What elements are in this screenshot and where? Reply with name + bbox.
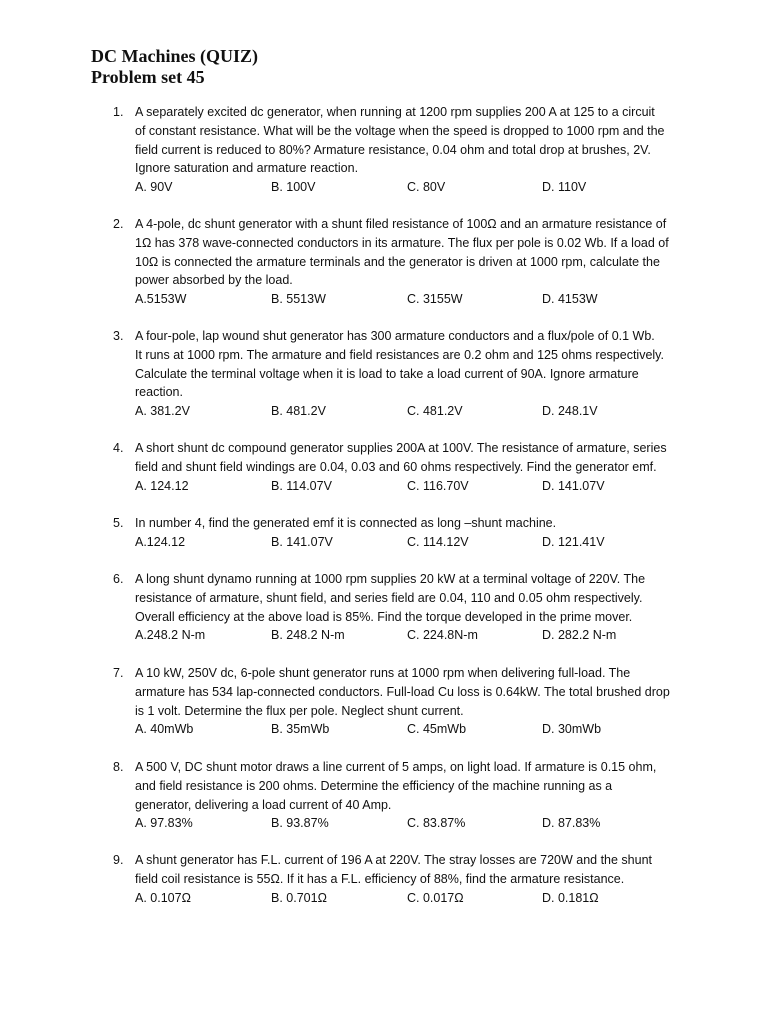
question-number: 9. xyxy=(113,853,124,867)
answer-option-b: B. 114.07V xyxy=(271,478,332,493)
answer-options xyxy=(0,477,768,496)
question-text-line: In number 4, find the generated emf it is connected as long –shunt machine. xyxy=(135,516,557,530)
question-text-line: Calculate the terminal voltage when it is load to take a load current of 90A. Ignore armature xyxy=(135,366,639,381)
answer-option-b: B. 0.701Ω xyxy=(271,890,327,905)
question-number: 8. xyxy=(113,760,124,774)
question-text-line: armature has 534 lap-connected conductors. Full-load Cu loss is 0.64kW. The total brushed drop xyxy=(135,684,670,699)
answer-options xyxy=(0,290,768,309)
question-text-line: field coil resistance is 55Ω. If it has a F.L. efficiency of 88%, find the armature resistance. xyxy=(135,871,625,886)
question-number: 5. xyxy=(113,516,124,530)
question-text-line: A long shunt dynamo running at 1000 rpm supplies 20 kW at a terminal voltage of 220V. The xyxy=(135,572,646,586)
answer-option-c: C. 116.70V xyxy=(407,478,469,493)
answer-options xyxy=(0,626,768,645)
question-number: 1. xyxy=(113,105,124,119)
question-text-line: A 4-pole, dc shunt generator with a shunt filed resistance of 100Ω and an armature resistance of xyxy=(135,217,667,231)
answer-option-a: A. 124.12 xyxy=(135,478,189,493)
answer-option-d: D. 282.2 N-m xyxy=(542,628,617,643)
answer-option-b: B. 248.2 N-m xyxy=(271,628,345,643)
answer-option-c: C. 45mWb xyxy=(407,722,467,737)
answer-option-d: D. 0.181Ω xyxy=(542,890,599,905)
question-text xyxy=(135,103,680,178)
answer-option-b: B. 93.87% xyxy=(271,816,329,831)
question-text-line: is 1 volt. Determine the flux per pole. Neglect shunt current. xyxy=(135,703,464,718)
page-title: DC Machines (QUIZ) xyxy=(91,46,258,66)
answer-option-c: C. 481.2V xyxy=(407,404,463,419)
question-number: 4. xyxy=(113,441,124,455)
answer-option-b: B. 100V xyxy=(271,180,316,195)
question-text xyxy=(135,327,680,402)
answer-option-a: A.248.2 N-m xyxy=(135,628,206,643)
question-number: 6. xyxy=(113,572,124,586)
answer-options xyxy=(0,402,768,421)
question-text-line: field current is reduced to 80%? Armature resistance, 0.04 ohm and total drop at brushes, 2V. xyxy=(135,142,651,157)
question-text-line: of constant resistance. What will be the voltage when the speed is dropped to 1000 rpm and the xyxy=(135,123,665,138)
question-text xyxy=(135,215,680,290)
question-text-line: generator, delivering a load current of 40 Amp. xyxy=(135,797,392,812)
question-text-line: Ignore saturation and armature reaction. xyxy=(135,161,359,176)
question-text xyxy=(135,570,680,626)
question-text-line: reaction. xyxy=(135,385,183,400)
answer-option-b: B. 481.2V xyxy=(271,404,326,419)
answer-options xyxy=(0,814,768,833)
question-text-line: field and shunt field windings are 0.04, 0.03 and 60 ohms respectively. Find the generator emf. xyxy=(135,459,657,474)
answer-option-c: C. 0.017Ω xyxy=(407,890,464,905)
question-text-line: Overall efficiency at the above load is 85%. Find the torque developed in the prime mover. xyxy=(135,609,633,624)
answer-option-d: D. 141.07V xyxy=(542,478,605,493)
answer-option-a: A.5153W xyxy=(135,292,187,307)
answer-options xyxy=(0,178,768,197)
answer-option-b: B. 35mWb xyxy=(271,722,330,737)
question-text-line: power absorbed by the load. xyxy=(135,273,293,288)
question-text xyxy=(135,851,680,889)
answer-options xyxy=(0,889,768,908)
answer-option-a: A. 381.2V xyxy=(135,404,190,419)
question-text xyxy=(135,664,680,720)
question-text-line: A four-pole, lap wound shut generator has 300 armature conductors and a flux/pole of 0.1 Wb. xyxy=(135,329,655,343)
question-text-line: 1Ω has 378 wave-connected conductors in its armature. The flux per pole is 0.02 Wb. If a load of xyxy=(135,235,669,250)
answer-option-d: D. 248.1V xyxy=(542,404,598,419)
answer-option-c: C. 224.8N-m xyxy=(407,628,478,643)
question-text xyxy=(135,514,680,533)
question-text xyxy=(135,439,680,477)
question-number: 3. xyxy=(113,329,124,343)
answer-option-b: B. 141.07V xyxy=(271,534,333,549)
answer-option-c: C. 83.87% xyxy=(407,816,466,831)
answer-option-d: D. 30mWb xyxy=(542,722,602,737)
answer-options xyxy=(0,720,768,739)
answer-option-d: D. 87.83% xyxy=(542,816,601,831)
question-number: 7. xyxy=(113,666,124,680)
answer-option-a: A. 90V xyxy=(135,180,173,195)
answer-option-c: C. 3155W xyxy=(407,292,463,307)
question-text-line: A short shunt dc compound generator supplies 200A at 100V. The resistance of armature, series xyxy=(135,441,667,455)
question-text-line: resistance of armature, shunt field, and series field are 0.04, 110 and 0.05 ohm respectively. xyxy=(135,590,643,605)
answer-option-c: C. 114.12V xyxy=(407,534,469,549)
answer-option-b: B. 5513W xyxy=(271,292,326,307)
answer-option-a: A. 97.83% xyxy=(135,816,193,831)
question-text-line: A 10 kW, 250V dc, 6-pole shunt generator runs at 1000 rpm when delivering full-load. The xyxy=(135,666,631,680)
question-text-line: and field resistance is 200 ohms. Determine the efficiency of the machine running as a xyxy=(135,778,613,793)
question-text-line: It runs at 1000 rpm. The armature and field resistances are 0.2 ohm and 125 ohms respectively. xyxy=(135,347,664,362)
answer-option-d: D. 121.41V xyxy=(542,534,605,549)
question-text-line: A shunt generator has F.L. current of 196 A at 220V. The stray losses are 720W and the shunt xyxy=(135,853,652,867)
answer-options xyxy=(0,533,768,552)
question-number: 2. xyxy=(113,217,124,231)
question-text-line: A separately excited dc generator, when running at 1200 rpm supplies 200 A at 125 to a circuit xyxy=(135,105,655,119)
answer-option-d: D. 4153W xyxy=(542,292,598,307)
answer-option-c: C. 80V xyxy=(407,180,446,195)
page-subtitle: Problem set 45 xyxy=(91,67,205,87)
answer-option-a: A.124.12 xyxy=(135,534,186,549)
answer-option-a: A. 0.107Ω xyxy=(135,890,191,905)
answer-option-a: A. 40mWb xyxy=(135,722,194,737)
question-text-line: A 500 V, DC shunt motor draws a line current of 5 amps, on light load. If armature is 0.15 ohm, xyxy=(135,760,657,774)
answer-option-d: D. 110V xyxy=(542,180,587,195)
question-text xyxy=(135,758,680,814)
question-text-line: 10Ω is connected the armature terminals and the generator is driven at 1000 rpm, calculate the xyxy=(135,254,660,269)
